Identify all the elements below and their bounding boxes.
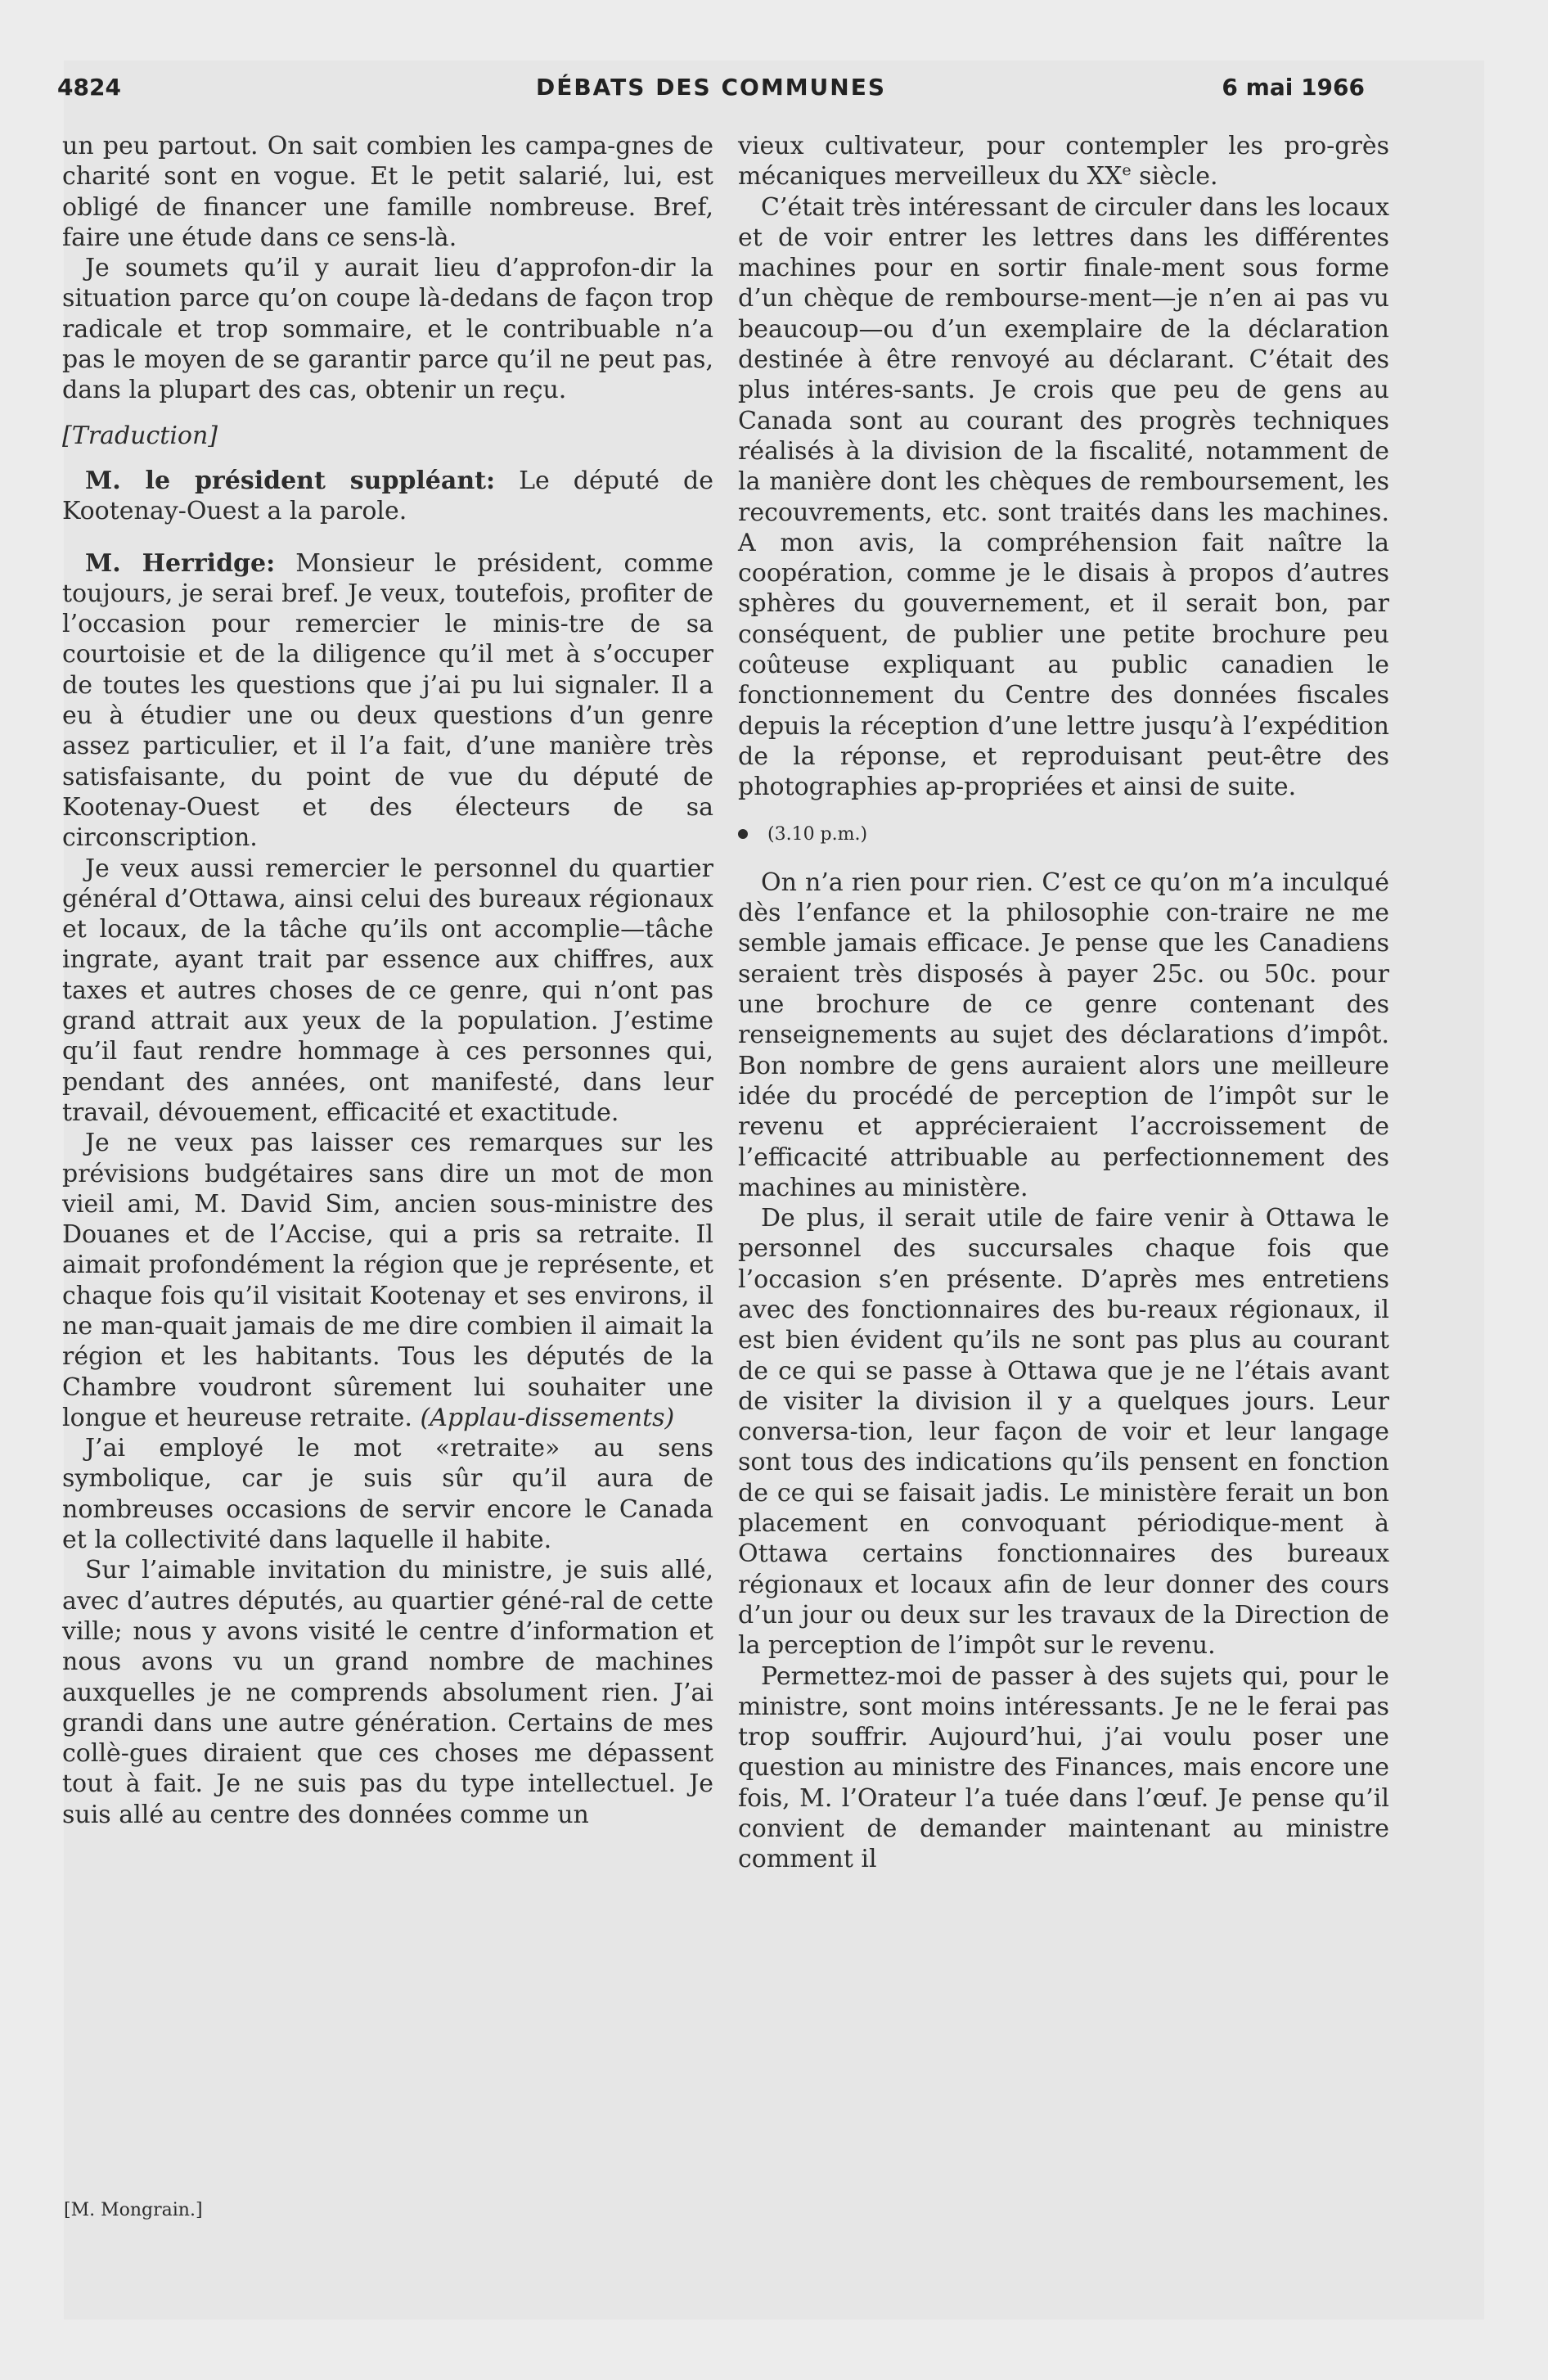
- time-text: (3.10 p.m.): [767, 823, 868, 845]
- paragraph: C’était très intéressant de circuler dans les locaux et de voir entrer les lettres dans les différentes machines pour en sortir finale-ment sous forme d’un chèque de rembourse-ment—je n’en ai pas vu beaucoup—ou d’un exemplaire de la déclaration destinée à être renvoyé au déclarant. C’était des plus intéres-sants. Je crois que peu de gens au Canada sont au courant des progrès techniques réalisés à la division de la fiscalité, notamment de la manière dont les chèques de remboursement, les recouvrements, etc. sont traités dans les machines. A mon avis, la compréhension fait naître la coopération, comme je le disais à propos d’autres sphères du gouvernement, et il serait bon, par conséquent, de publier une petite brochure peu coûteuse expliquant au public canadien le fonctionnement du Centre des données fiscales depuis la réception d’une lettre jusqu’à l’expédition de la réponse, et reproduisant peut-être des photographies ap-propriées et ainsi de suite.: [738, 192, 1389, 802]
- page-number: 4824: [57, 74, 121, 101]
- paragraph-text: vieux cultivateur, pour contempler les pro-grès mécaniques merveilleux du XX: [738, 132, 1389, 192]
- speaker-name: M. Herridge:: [85, 548, 276, 578]
- paragraph: On n’a rien pour rien. C’est ce qu’on m’a inculqué dès l’enfance et la philosophie con-traire ne me semble jamais efficace. Je pense que les Canadiens seraient très disposés à payer 25c. ou 50c. pour une brochure de ce genre contenant des renseignements au sujet des déclarations d’impôt. Bon nombre de gens auraient alors une meilleure idée du procédé de perception de l’impôt sur le revenu et apprécieraient l’accroissement de l’efficacité attribuable au perfectionnement des machines au ministère.: [738, 868, 1389, 1202]
- paragraph: un peu partout. On sait combien les campa-gnes de charité sont en vogue. Et le petit salarié, lui, est obligé de financer une famille nombreuse. Bref, faire une étude dans ce sens-là.: [62, 132, 713, 252]
- speech-text: Monsieur le président, comme toujours, je serai bref. Je veux, toutefois, profiter de l’occasion pour remercier le minis-tre de sa courtoisie et de la diligence qu’il met à s’occuper de toutes les questions que j’ai pu lui signaler. Il a eu à étudier une ou deux questions d’un genre assez particulier, et il l’a fait, d’une manière très satisfaisante, du point de vue du député de Kootenay-Ouest et des électeurs de sa circonscription.: [62, 548, 713, 853]
- speaker-name: M. le président suppléant:: [85, 466, 496, 495]
- paragraph: Je veux aussi remercier le personnel du quartier général d’Ottawa, ainsi celui des bureaux régionaux et locaux, de la tâche qu’ils ont accomplie—tâche ingrate, ayant trait par essence aux chiffres, aux taxes et autres choses de ce genre, qui n’ont pas grand attrait aux yeux de la population. J’estime qu’il faut rendre hommage à ces personnes qui, pendant des années, ont manifesté, dans leur travail, dévouement, efficacité et exactitude.: [62, 854, 713, 1127]
- speech-text: Le député de Kootenay-Ouest a la parole.: [62, 466, 713, 526]
- footer-speaker: [M. Mongrain.]: [64, 2200, 203, 2220]
- paragraph: Sur l’aimable invitation du ministre, je suis allé, avec d’autres députés, au quartier géné-ral de cette ville; nous y avons visité le centre d’information et nous avons vu un grand nombre de machines auxquelles je ne comprends absolument rien. J’ai grandi dans une autre génération. Certains de mes collè-gues diraient que ces choses me dépassent tout à fait. Je ne suis pas du type intellectuel. Je suis allé au centre des données comme un: [62, 1556, 713, 1829]
- paragraph: [62, 1128, 713, 1433]
- translation-note: [Traduction]: [62, 421, 218, 450]
- paragraph-text: siècle.: [1131, 162, 1218, 192]
- page-header: [57, 67, 1365, 108]
- bullet-icon: [738, 829, 748, 839]
- superscript: e: [1122, 161, 1132, 180]
- speech: [62, 466, 713, 527]
- paragraph-text: Je ne veux pas laisser ces remarques sur les prévisions budgétaires sans dire un mot de mon vieil ami, M. David Sim, ancien sous-ministre des Douanes et de l’Accise, qui a pris sa retraite. Il aimait profondément la région que je représente, et chaque fois qu’il visitait Kootenay et ses environs, il ne man-quait jamais de me dire combien il aimait la région et les habitants. Tous les députés de la Chambre voudront sûrement lui souhaiter une longue et heureuse retraite.: [62, 1129, 713, 1432]
- speech: [62, 548, 713, 854]
- time-marker: [738, 819, 1389, 850]
- left-column: [62, 131, 713, 1830]
- page-date: 6 mai 1966: [1222, 74, 1365, 101]
- paragraph: Permettez-moi de passer à des sujets qui, pour le ministre, sont moins intéressants. Je ne le ferai pas trop souffrir. Aujourd’hui, j’ai voulu poser une question au ministre des Finances, mais encore une fois, M. l’Orateur l’a tuée dans l’œuf. Je pense qu’il convient de demander maintenant au ministre comment il: [738, 1661, 1389, 1874]
- right-column: [738, 131, 1389, 1875]
- paragraph: De plus, il serait utile de faire venir à Ottawa le personnel des succursales chaque fois que l’occasion s’en présente. D’après mes entretiens avec des fonctionnaires des bu-reaux régionaux, il est bien évident qu’ils ne sont pas plus au courant de ce qui se passe à Ottawa que je ne l’étais avant de visiter la division il y a quelques jours. Leur conversa-tion, leur façon de voir et leur langage sont tous des indications qu’ils pensent en fonction de ce qui se faisait jadis. Le ministère ferait un bon placement en convoquant périodique-ment à Ottawa certains fonctionnaires des bureaux régionaux et locaux afin de leur donner des cours d’un jour ou deux sur les travaux de la Direction de la perception de l’impôt sur le revenu.: [738, 1204, 1389, 1661]
- paragraph: Je soumets qu’il y aurait lieu d’approfon-dir la situation parce qu’on coupe là-dedans de façon trop radicale et trop sommaire, et le contribuable n’a pas le moyen de se garantir parce qu’il ne peut pas, dans la plupart des cas, obtenir un reçu.: [62, 254, 713, 405]
- paragraph: [738, 131, 1389, 192]
- applause-note: (Applau-dissements): [420, 1403, 675, 1432]
- paragraph: J’ai employé le mot «retraite» au sens symbolique, car je suis sûr qu’il aura de nombreuses occasions de servir encore le Canada et la collectivité dans laquelle il habite.: [62, 1434, 713, 1555]
- page-title: DÉBATS DES COMMUNES: [535, 74, 887, 101]
